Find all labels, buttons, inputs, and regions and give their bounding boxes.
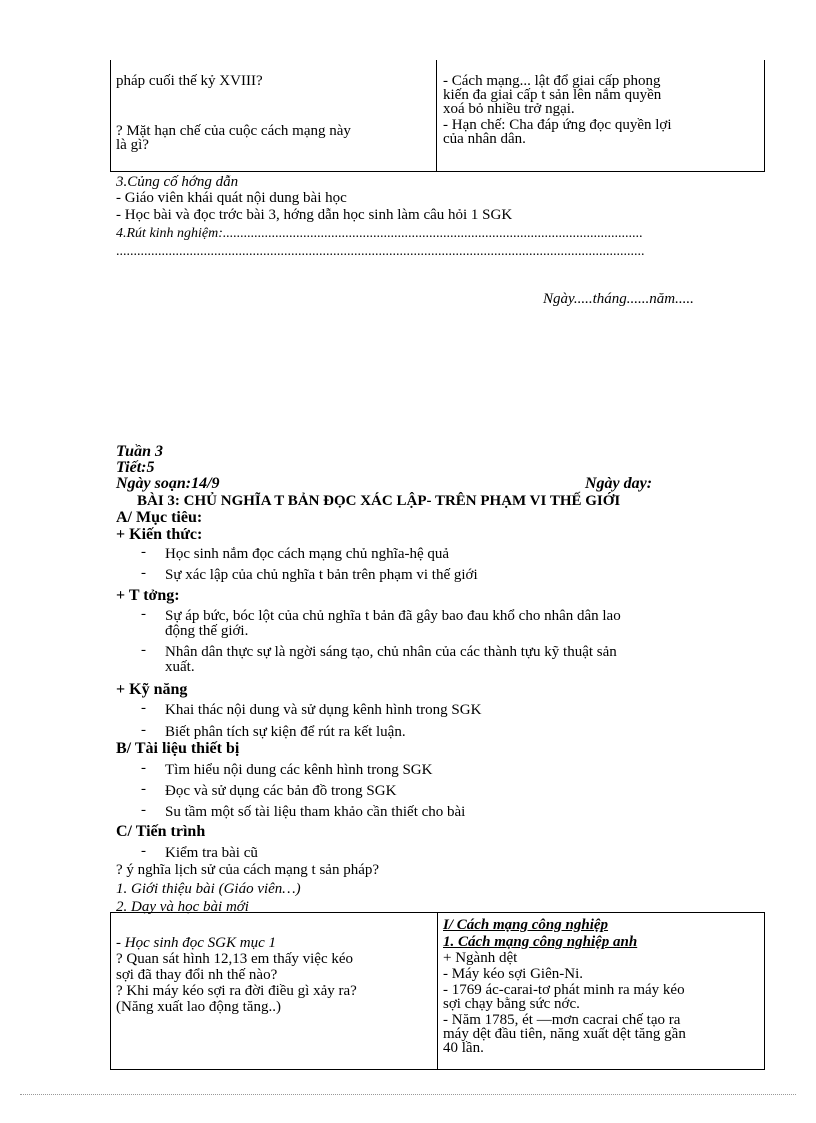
answer-line: của nhân dân. bbox=[443, 131, 526, 147]
intro-label: 1. Giới thiệu bài (Giáo viên…) bbox=[116, 881, 301, 897]
review-question: ? ý nghĩa lịch sử của cách mạng t sản pháp? bbox=[116, 862, 380, 878]
section3-line2: - Học bài và đọc trớc bài 3, hớng dẫn học sinh làm câu hỏi 1 SGK bbox=[116, 207, 513, 223]
list-item bbox=[141, 700, 765, 718]
content-line: - Năm 1785, ét —mơn cacrai chế tạo ra bbox=[443, 1012, 681, 1028]
objectives-heading: A/ Mục tiêu: bbox=[116, 509, 203, 526]
knowledge-list bbox=[141, 544, 765, 583]
content-line: sợi chạy bằng sức nớc. bbox=[443, 996, 580, 1012]
section3-line1: - Giáo viên khái quát nội dung bài học bbox=[116, 190, 347, 206]
table-review-divider bbox=[436, 60, 437, 172]
date-taught: Ngày day: bbox=[585, 475, 653, 492]
list-item bbox=[141, 802, 765, 820]
process-list bbox=[141, 843, 765, 861]
content-line: 40 lần. bbox=[443, 1040, 484, 1056]
teach-label: 2. Dạy và học bài mới bbox=[116, 899, 249, 915]
table-review-left-cell bbox=[116, 74, 431, 152]
dash-bullet: - bbox=[141, 802, 146, 818]
week-label: Tuần 3 bbox=[116, 443, 163, 460]
list-item-text: Tìm hiểu nội dung các kênh hình trong SGK bbox=[165, 762, 433, 778]
list-item bbox=[141, 781, 765, 799]
content-line: máy dệt đầu tiên, năng xuất dệt tăng gần bbox=[443, 1026, 686, 1042]
list-item-text: động thế giới. bbox=[165, 623, 249, 639]
list-item-text: Kiểm tra bài cũ bbox=[165, 845, 258, 861]
list-item-text: Sự xác lập của chủ nghĩa t bản trên phạm vi thế giới bbox=[165, 567, 478, 583]
process-heading: C/ Tiến trình bbox=[116, 823, 206, 840]
dash-bullet: - bbox=[141, 843, 146, 859]
list-item bbox=[141, 565, 765, 583]
list-item bbox=[141, 760, 765, 778]
dash-bullet: - bbox=[141, 544, 146, 560]
dash-bullet: - bbox=[141, 781, 146, 797]
dash-bullet: - bbox=[141, 700, 146, 716]
content-line: - Máy kéo sợi Giên-Ni. bbox=[443, 966, 583, 982]
list-item bbox=[141, 642, 765, 675]
thought-list bbox=[141, 606, 765, 675]
question-line bbox=[116, 102, 431, 116]
activity-line: - Học sinh đọc SGK mục 1 bbox=[116, 935, 276, 951]
notes-dotted-line: ....................................................................................................................................................... bbox=[116, 244, 645, 259]
knowledge-heading: + Kiến thức: bbox=[116, 526, 203, 543]
content-line: - 1769 ác-carai-tơ phát minh ra máy kéo bbox=[443, 982, 685, 998]
list-item-text: Đọc và sử dụng các bản đồ trong SGK bbox=[165, 783, 397, 799]
date-prepared: Ngày soạn:14/9 bbox=[116, 475, 220, 492]
list-item bbox=[141, 722, 765, 740]
list-item bbox=[141, 843, 765, 861]
list-item-text: Nhân dân thực sự là ngời sáng tạo, chủ nhân của các thành tựu kỹ thuật sản bbox=[165, 644, 617, 660]
question-line: ? Mặt hạn chế của cuộc cách mạng này bbox=[116, 123, 351, 139]
answer-line: - Hạn chế: Cha đáp ứng đọc quyền lợi bbox=[443, 117, 672, 133]
activity-line: ? Khi máy kéo sợi ra đời điều gì xảy ra? bbox=[116, 983, 357, 999]
dash-bullet: - bbox=[141, 722, 146, 738]
dash-bullet: - bbox=[141, 565, 146, 581]
table-activities-left-cell bbox=[116, 936, 432, 1014]
activity-line: ? Quan sát hình 12,13 em thấy việc kéo bbox=[116, 951, 354, 967]
section4-heading: 4.Rút kinh nghiệm:........................................................................................................................ bbox=[116, 226, 643, 241]
dash-bullet: - bbox=[141, 606, 146, 622]
dash-bullet: - bbox=[141, 642, 146, 658]
question-line bbox=[116, 88, 431, 102]
table-activities-right-cell bbox=[443, 918, 761, 1055]
answer-line: - Cách mạng... lật đổ giai cấp phong bbox=[443, 73, 661, 89]
list-item-text: Su tầm một số tài liệu tham khảo cần thiết cho bài bbox=[165, 804, 466, 820]
content-subheading: 1. Cách mạng công nghiệp anh bbox=[443, 934, 638, 950]
table-review-right-cell bbox=[443, 74, 759, 146]
answer-line: kiến đa giai cấp t sản lên nắm quyền bbox=[443, 87, 662, 103]
content-heading: I/ Cách mạng công nghiệp bbox=[443, 917, 609, 933]
materials-list bbox=[141, 760, 765, 820]
signature-date: Ngày.....tháng......năm..... bbox=[543, 291, 694, 307]
section3-heading: 3.Củng cố hớng dẫn bbox=[116, 174, 239, 190]
list-item bbox=[141, 606, 765, 639]
table-activities-divider bbox=[437, 912, 438, 1070]
question-line: là gì? bbox=[116, 137, 149, 153]
content-line: + Ngành dệt bbox=[443, 950, 518, 966]
list-item bbox=[141, 544, 765, 562]
list-item-text: xuất. bbox=[165, 659, 195, 675]
list-item-text: Học sinh nắm đọc cách mạng chủ nghĩa-hệ quả bbox=[165, 546, 450, 562]
list-item-text: Khai thác nội dung và sử dụng kênh hình trong SGK bbox=[165, 702, 482, 718]
page-bottom-dotted-line bbox=[20, 1094, 796, 1095]
skills-list bbox=[141, 700, 765, 740]
materials-heading: B/ Tài liệu thiết bị bbox=[116, 740, 240, 757]
lesson-title: BÀI 3: CHỦ NGHĨA T BẢN ĐỌC XÁC LẬP- TRÊN PHẠM VI THẾ GIỚI bbox=[137, 493, 621, 509]
question-line: pháp cuối thế kỷ XVIII? bbox=[116, 73, 263, 89]
answer-line: xoá bỏ nhiều trở ngại. bbox=[443, 101, 575, 117]
thought-heading: + T tởng: bbox=[116, 587, 180, 604]
activity-line: (Năng xuất lao động tăng..) bbox=[116, 999, 281, 1015]
activity-line: sợi đã thay đổi nh thế nào? bbox=[116, 967, 278, 983]
period-label: Tiết:5 bbox=[116, 459, 155, 476]
list-item-text: Sự áp bức, bóc lột của chủ nghĩa t bản đã gây bao đau khổ cho nhân dân lao bbox=[165, 608, 621, 624]
list-item-text: Biết phân tích sự kiện để rút ra kết luận. bbox=[165, 724, 406, 740]
dash-bullet: - bbox=[141, 760, 146, 776]
skills-heading: + Kỹ năng bbox=[116, 681, 188, 698]
